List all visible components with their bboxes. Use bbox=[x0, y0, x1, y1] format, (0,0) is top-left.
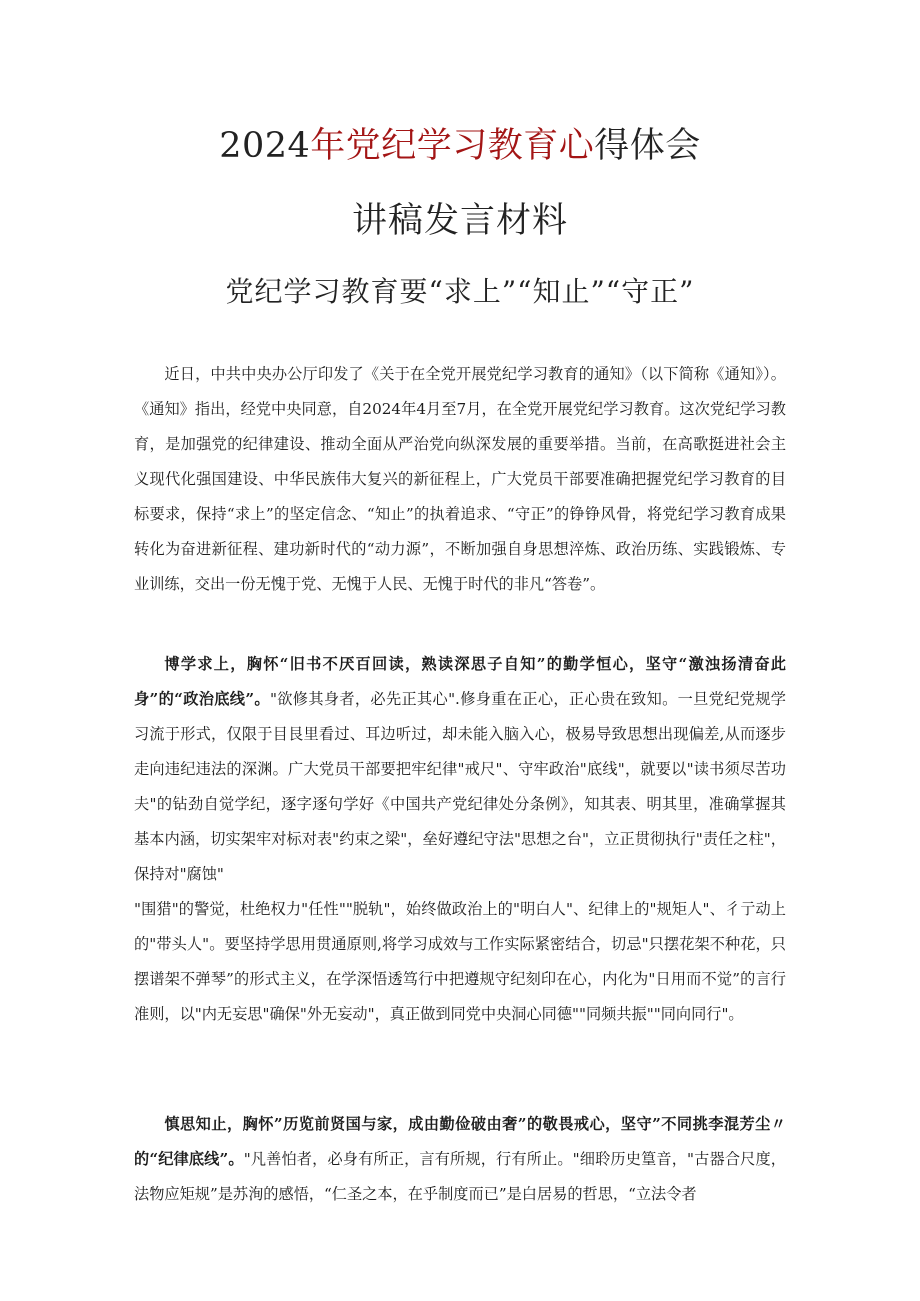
title-year: 2024 bbox=[219, 126, 311, 166]
title-red-part: 年党纪学习教育心 bbox=[310, 126, 595, 166]
title-tail: 得体会 bbox=[594, 126, 701, 166]
paragraph-study-heading: 博学求上，胸怀“旧书不厌百回读，熟读深思子自知”的勤学恒心，坚守“激浊扬清奋此身”的“政治底线”。 bbox=[134, 655, 786, 708]
paragraph-study-continuation: "围猎"的警觉，杜绝权力"任性""脱轨"，始终做政治上的"明白人"、纪律上的"规矩人"、彳亍动上的"带头人"。要坚持学思用贯通原则,将学习成效与工作实际紧密结合，切忌"只摆花架不种花，只摆谱架不弹琴”的形式主义，在学深悟透笃行中把遵规守纪刻印在心，内化为"日用而不觉”的言行准则，以"内无妄思"确保"外无妄动"，真正做到同党中央洞心同德""同频共振""同向同行"。 bbox=[134, 900, 786, 1023]
paragraph-restraint-body: "凡善怕者，必身有所正，言有所规，行有所止。"细聆历史篁音，"古器合尺度，法物应矩规”是苏洵的感悟，“仁圣之本，在乎制度而已”是白居易的哲思，“立法令者 bbox=[134, 1150, 786, 1203]
document-title-line2: 讲稿发言材料 bbox=[351, 201, 568, 241]
paragraph-study bbox=[134, 647, 786, 1032]
paragraph-intro bbox=[134, 357, 786, 602]
document-subtitle: 党纪学习教育要“求上”“知止”“守正” bbox=[225, 275, 695, 308]
paragraph-intro-text: 近日，中共中央办公厅印发了《关于在全党开展党纪学习教育的通知》（以下简称《通知》）。《通知》指出，经党中央同意，自2024年4月至7月，在全党开展党纪学习教育。这次党纪学习教育，是加强党的纪律建设、推动全面从严治党向纵深发展的重要举措。当前，在高歌挺进社会主义现代化强国建设、中华民族伟大复兴的新征程上，广大党员干部要准确把握党纪学习教育的目标要求，保持“求上”的坚定信念、“知止”的执着追求、“守正”的铮铮风骨，将党纪学习教育成果转化为奋进新征程、建功新时代的“动力源”，不断加强自身思想淬炼、政治历练、实践锻炼、专业训练，交出一份无愧于党、无愧于人民、无愧于时代的非凡“答卷”。 bbox=[134, 365, 786, 593]
document-title-line1 bbox=[0, 118, 920, 168]
paragraph-restraint-heading: 慎思知止，胸怀”历览前贤国与家，成由勤俭破由奢”的敬畏戒心，坚守”不同挑李混芳尘〃的“纪律底线”。 bbox=[134, 1115, 786, 1168]
paragraph-study-body: "欲修其身者，必先正其心".修身重在正心，正心贵在致知。一旦党纪党规学习流于形式，仅限于目艮里看过、耳边听过，却未能入脑入心，极易导致思想出现偏差,从而逐步走向违纪违法的深渊。广大党员干部要把牢纪律"戒尺"、守牢政治"底线"，就要以"读书须尽苦功夫"的钻劲自觉学纪，逐字逐句学好《中国共产党纪律处分条例》，知其表、明其里，准确掌握其基本内涵，切实架牢对标对表"约束之梁"，垒好遵纪守法"思想之台"，立正贯彻执行"责任之柱"，保持对"腐蚀" bbox=[134, 690, 786, 883]
paragraph-study-text bbox=[134, 647, 786, 892]
paragraph-restraint-text bbox=[134, 1107, 786, 1212]
paragraph-restraint bbox=[134, 1107, 786, 1212]
